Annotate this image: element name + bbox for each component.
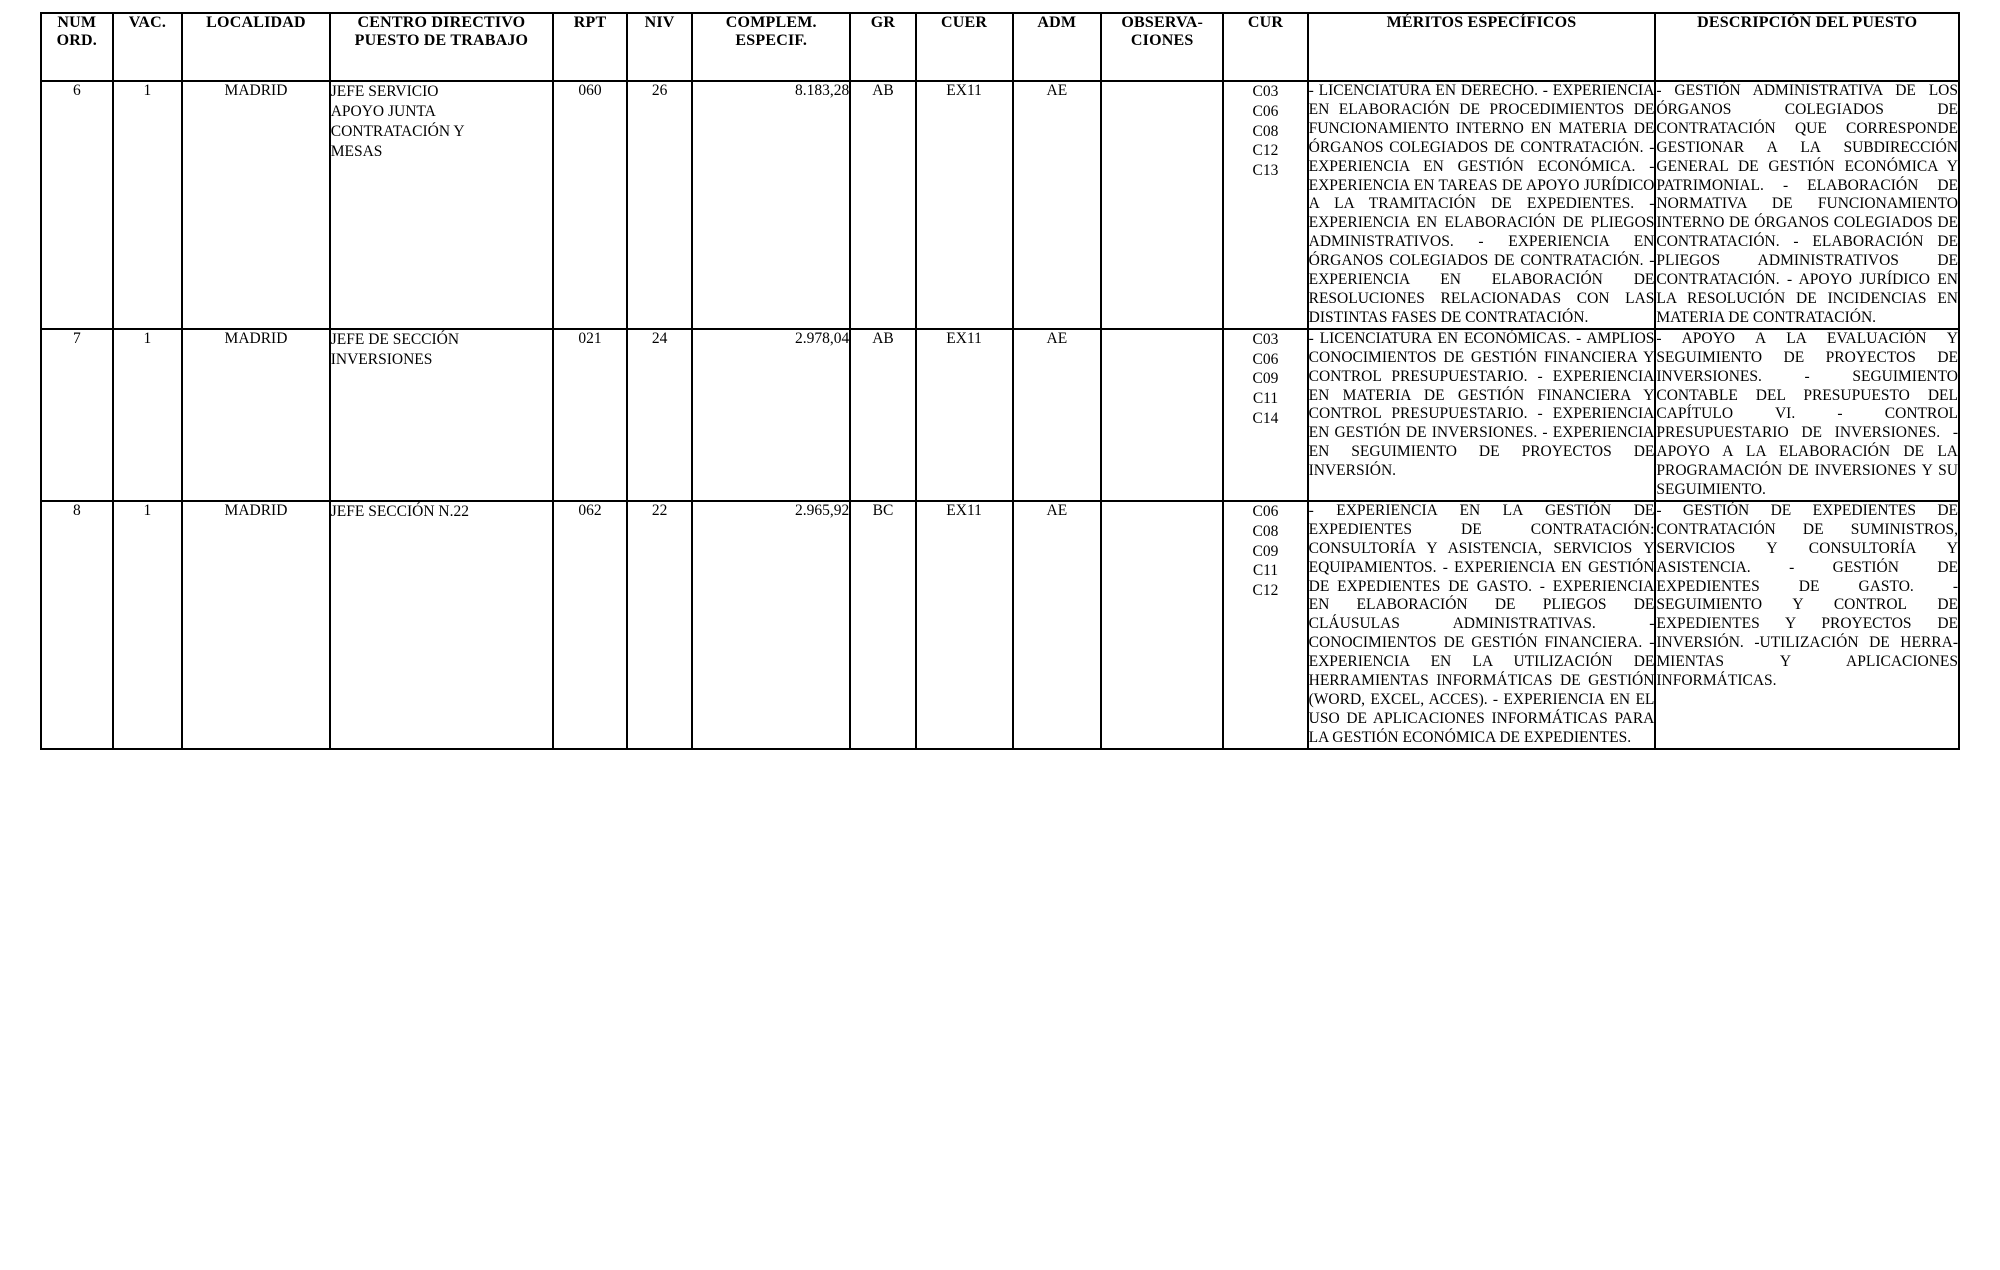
cell-num-ord: 8 (41, 501, 113, 749)
cell-niv: 24 (627, 329, 692, 501)
cur-code: C08 (1252, 522, 1279, 540)
column-header-complemento-especifico (692, 13, 850, 81)
cur-code: C13 (1252, 162, 1279, 180)
cell-cuer: EX11 (916, 329, 1013, 501)
column-header-cur (1223, 13, 1307, 81)
cur-code: C08 (1252, 122, 1279, 140)
job-positions-table (40, 12, 1960, 750)
cur-code: C06 (1252, 350, 1279, 368)
cur-code: C11 (1252, 390, 1279, 408)
descripcion-text: - GESTIÓN DE EXPEDIENTES DE CONTRATACIÓN DE SUMINISTROS, SERVICIOS Y CONSULTORÍA Y ASISTENCIA. - GESTIÓN DE EXPEDIENTES DE GASTO. - SEGUIMIENTO Y CONTROL DE EXPEDIENTES Y PROYECTOS DE INVERSIÓN. -UTILIZACIÓN DE HERRA-MIENTAS Y APLICACIONES INFORMÁTICAS. (1656, 501, 1958, 690)
column-header-centro-directivo (330, 13, 553, 81)
column-header-vac (113, 13, 183, 81)
column-header-adm (1013, 13, 1102, 81)
cell-vac: 1 (113, 81, 183, 329)
column-header-cuer-line1: CUER (941, 14, 988, 31)
column-header-descripcion-line1: DESCRIPCIÓN DEL PUESTO (1697, 14, 1918, 31)
cell-vac: 1 (113, 329, 183, 501)
cell-meritos-especificos (1308, 329, 1656, 501)
column-header-adm-line1: ADM (1037, 14, 1077, 31)
puesto-line: CONTRATACIÓN Y (330, 123, 465, 141)
descripcion-text: - APOYO A LA EVALUACIÓN Y SEGUIMIENTO DE PROYECTOS DE INVERSIONES. - SEGUIMIENTO CONTABLE DEL PRESUPUESTO DEL CAPÍTULO VI. - CONTROL PRESUPUESTARIO DE INVERSIONES. - APOYO A LA ELABORACIÓN DE LA PROGRAMACIÓN DE INVERSIONES Y SU SEGUIMIENTO. (1656, 329, 1958, 499)
cur-code: C06 (1252, 102, 1279, 120)
column-header-cuer (916, 13, 1013, 81)
column-header-vac-line1: VAC. (128, 14, 167, 31)
cell-descripcion-puesto (1655, 329, 1959, 501)
cell-observaciones (1101, 81, 1223, 329)
descripcion-text: - GESTIÓN ADMINISTRATIVA DE LOS ÓRGANOS COLEGIADOS DE CONTRATACIÓN QUE CORRESPONDE GESTIONAR A LA SUBDIRECCIÓN GENERAL DE GESTIÓN ECONÓMICA Y PATRIMONIAL. - ELABORACIÓN DE NORMATIVA DE FUNCIONAMIENTO INTERNO DE ÓRGANOS COLEGIADOS DE CONTRATACIÓN. - ELABORACIÓN DE PLIEGOS ADMINISTRATIVOS DE CONTRATACIÓN. - APOYO JURÍDICO EN LA RESOLUCIÓN DE INCIDENCIAS EN MATERIA DE CONTRATACIÓN. (1656, 82, 1958, 326)
cell-gr: BC (850, 501, 915, 749)
cur-code: C03 (1252, 83, 1279, 100)
cur-code: C03 (1252, 330, 1279, 348)
cell-observaciones (1101, 501, 1223, 749)
column-header-meritos-line1: MÉRITOS ESPECÍFICOS (1386, 14, 1577, 31)
column-header-localidad (182, 13, 330, 81)
table-row (41, 81, 1959, 329)
cur-code: C11 (1252, 562, 1279, 580)
column-header-descripcion-puesto (1655, 13, 1959, 81)
cell-localidad: MADRID (182, 501, 330, 749)
cur-code: C06 (1252, 502, 1279, 520)
cell-niv: 22 (627, 501, 692, 749)
rpt-table-container (40, 12, 1960, 750)
puesto-line: JEFE SECCIÓN N.22 (330, 502, 469, 520)
cell-puesto-trabajo (330, 501, 553, 749)
puesto-line: JEFE DE SECCIÓN (330, 330, 460, 348)
cell-cur (1223, 501, 1307, 749)
table-header-row (41, 13, 1959, 81)
column-header-complem-line1: COMPLEM. (725, 14, 817, 31)
cell-gr: AB (850, 81, 915, 329)
cell-cur (1223, 329, 1307, 501)
column-header-num-ord-line1: NUM (57, 14, 97, 31)
column-header-cur-line1: CUR (1247, 14, 1284, 31)
cell-adm: AE (1013, 329, 1102, 501)
table-row (41, 329, 1959, 501)
cell-meritos-especificos (1308, 81, 1656, 329)
column-header-niv (627, 13, 692, 81)
cell-puesto-trabajo (330, 329, 553, 501)
column-header-complem-line2: ESPECIF. (735, 31, 808, 49)
column-header-observaciones (1101, 13, 1223, 81)
cell-rpt: 060 (553, 81, 627, 329)
column-header-gr (850, 13, 915, 81)
column-header-niv-line1: NIV (644, 14, 675, 31)
column-header-localidad-line1: LOCALIDAD (206, 14, 306, 31)
cell-cur (1223, 81, 1307, 329)
column-header-centro-line1: CENTRO DIRECTIVO (357, 14, 526, 31)
puesto-line: JEFE SERVICIO (330, 83, 439, 100)
cell-gr: AB (850, 329, 915, 501)
puesto-line: MESAS (330, 143, 383, 161)
cell-cuer: EX11 (916, 501, 1013, 749)
table-header (41, 13, 1959, 81)
meritos-text: - EXPERIENCIA EN LA GESTIÓN DE EXPEDIENTES DE CONTRATACIÓN: CONSULTORÍA Y ASISTENCIA, SERVICIOS Y EQUIPAMIENTOS. - EXPERIENCIA EN GESTIÓN DE EXPEDIENTES DE GASTO. - EXPERIENCIA EN ELABORACIÓN DE PLIEGOS DE CLÁUSULAS ADMINISTRATIVAS. - CONOCIMIENTOS DE GESTIÓN FINANCIERA. - EXPERIENCIA EN LA UTILIZACIÓN DE HERRAMIENTAS INFORMÁTICAS DE GESTIÓN (WORD, EXCEL, ACCES). - EXPERIENCIA EN EL USO DE APLICACIONES INFORMÁTICAS PARA LA GESTIÓN ECONÓMICA DE EXPEDIENTES. (1308, 501, 1655, 746)
meritos-text: - LICENCIATURA EN DERECHO. - EXPERIENCIA EN ELABORACIÓN DE PROCEDIMIENTOS DE FUNCIONAMIENTO INTERNO EN MATERIA DE ÓRGANOS COLEGIADOS DE CONTRATACIÓN. - EXPERIENCIA EN GESTIÓN ECONÓMICA. - EXPERIENCIA EN TAREAS DE APOYO JURÍDICO A LA TRAMITACIÓN DE EXPEDIENTES. - EXPERIENCIA EN ELABORACIÓN DE PLIEGOS ADMINISTRATIVOS. - EXPERIENCIA EN ÓRGANOS COLEGIADOS DE CONTRATACIÓN. - EXPERIENCIA EN ELABORACIÓN DE RESOLUCIONES RELACIONADAS CON LAS DISTINTAS FASES DE CONTRATACIÓN. (1308, 82, 1655, 326)
cell-niv: 26 (627, 81, 692, 329)
cell-num-ord: 7 (41, 329, 113, 501)
cell-puesto-trabajo (330, 81, 553, 329)
table-row (41, 501, 1959, 749)
cell-localidad: MADRID (182, 81, 330, 329)
cell-complemento: 2.965,92 (692, 501, 850, 749)
table-body (41, 81, 1959, 749)
column-header-gr-line1: GR (870, 14, 896, 31)
cell-observaciones (1101, 329, 1223, 501)
cell-descripcion-puesto (1655, 501, 1959, 749)
column-header-num-ord-line2: ORD. (56, 31, 97, 49)
cell-rpt: 062 (553, 501, 627, 749)
meritos-text: - LICENCIATURA EN ECONÓMICAS. - AMPLIOS CONOCIMIENTOS DE GESTIÓN FINANCIERA Y CONTROL PRESUPUESTARIO. - EXPERIENCIA EN MATERIA DE GESTIÓN FINANCIERA Y CONTROL PRESUPUESTARIO. - EXPERIENCIA EN GESTIÓN DE INVERSIONES. - EXPERIENCIA EN SEGUIMIENTO DE PROYECTOS DE INVERSIÓN. (1308, 329, 1655, 480)
cell-cuer: EX11 (916, 81, 1013, 329)
column-header-num-ord (41, 13, 113, 81)
cell-num-ord: 6 (41, 81, 113, 329)
cell-rpt: 021 (553, 329, 627, 501)
cur-code: C14 (1252, 410, 1279, 428)
puesto-line: INVERSIONES (330, 350, 433, 368)
cell-complemento: 8.183,28 (692, 81, 850, 329)
puesto-line: APOYO JUNTA (330, 103, 436, 121)
column-header-rpt-line1: RPT (573, 14, 607, 31)
cell-meritos-especificos (1308, 501, 1656, 749)
cur-code: C09 (1252, 370, 1279, 388)
column-header-rpt (553, 13, 627, 81)
cell-descripcion-puesto (1655, 81, 1959, 329)
column-header-observaciones-line1: OBSERVA- (1121, 14, 1204, 31)
cell-adm: AE (1013, 501, 1102, 749)
cell-complemento: 2.978,04 (692, 329, 850, 501)
column-header-centro-line2: PUESTO DE TRABAJO (354, 31, 529, 49)
cell-adm: AE (1013, 81, 1102, 329)
cell-vac: 1 (113, 501, 183, 749)
column-header-observaciones-line2: CIONES (1130, 31, 1194, 49)
cur-code: C09 (1252, 542, 1279, 560)
cell-localidad: MADRID (182, 329, 330, 501)
cur-code: C12 (1252, 582, 1279, 600)
column-header-meritos-especificos (1308, 13, 1656, 81)
cur-code: C12 (1252, 142, 1279, 160)
